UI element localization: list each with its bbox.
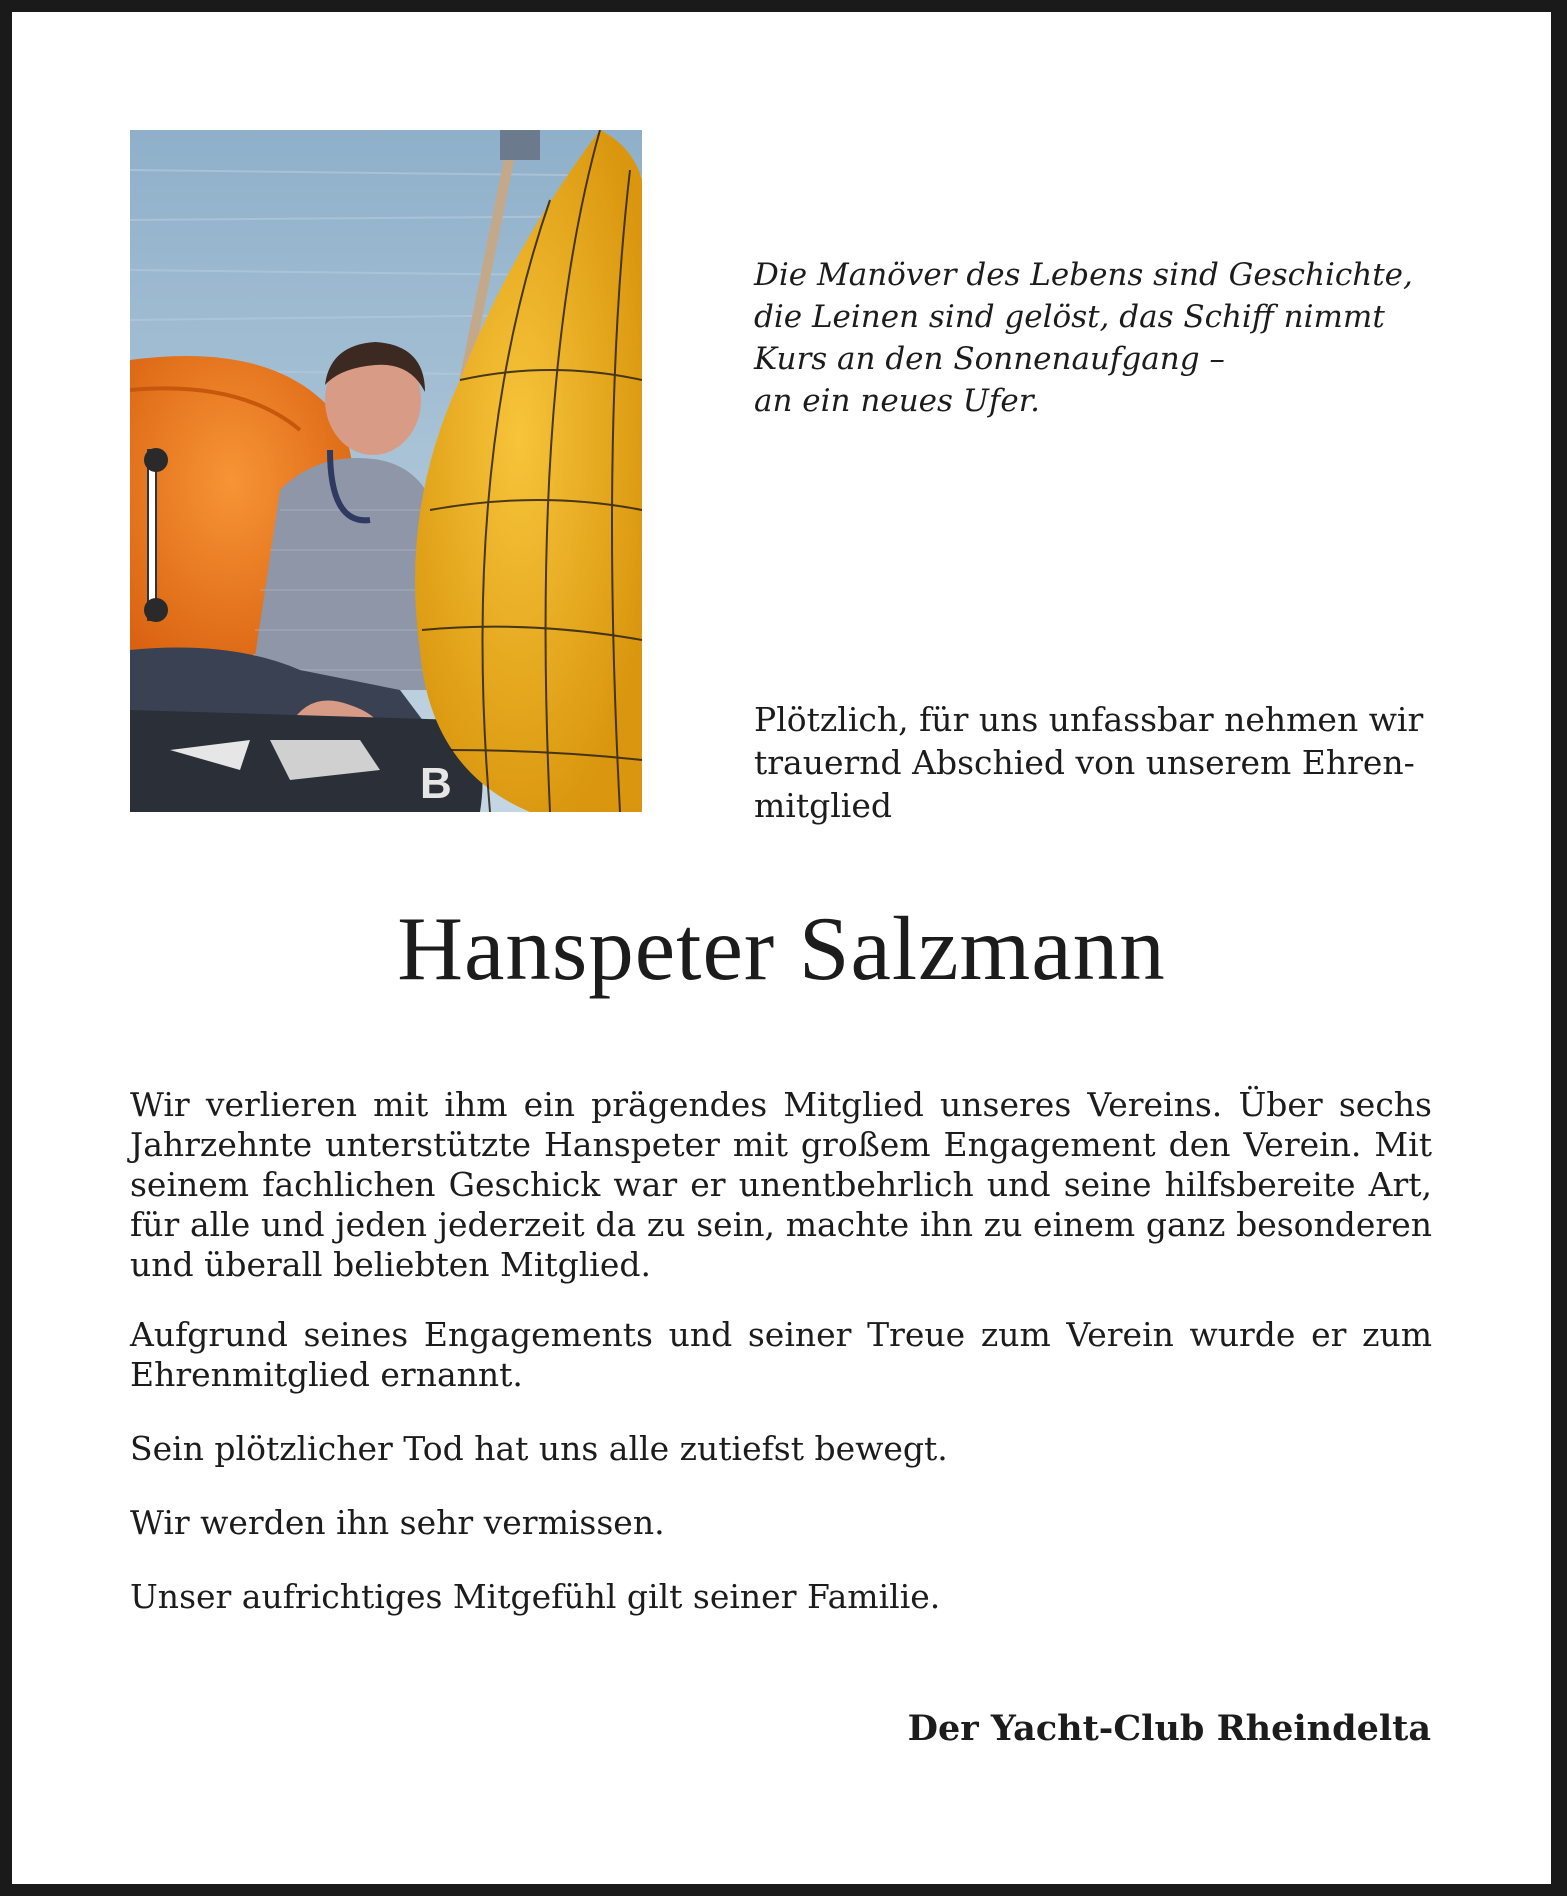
portrait-photo (130, 130, 642, 812)
poem-line: an ein neues Ufer. (754, 383, 1040, 419)
body-paragraph: Sein plötzlicher Tod hat uns alle zutiefst bewegt. (130, 1429, 948, 1468)
intro-line: Plötzlich, für uns unfassbar nehmen wir (754, 700, 1424, 739)
body-paragraph: Aufgrund seines Engagements und seiner Treue zum Verein wurde er zum Ehrenmitglied ernannt. (130, 1315, 1432, 1394)
poem-line: die Leinen sind gelöst, das Schiff nimmt (754, 299, 1385, 335)
poem-line: Kurs an den Sonnenaufgang – (754, 341, 1225, 377)
deceased-name: Hanspeter Salzmann (397, 898, 1166, 999)
body-paragraph: Wir werden ihn sehr vermissen. (130, 1503, 665, 1542)
body-paragraph: Wir verlieren mit ihm ein prägendes Mitglied unseres Vereins. Über sechs Jahrzehnte unterstützte Hanspeter mit großem Engagement den Verein. Mit seinem fachlichen Geschick war er unentbehrlich und seine hilfsbereite Art, für alle und jeden jederzeit da zu sein, machte ihn zu einem ganz besonderen und überall beliebten Mitglied. (130, 1085, 1432, 1284)
photo-illustration (130, 130, 642, 812)
boat-lettering: B (420, 759, 452, 808)
announcement-intro (754, 698, 1474, 827)
obituary-page (10, 10, 1553, 1886)
memorial-poem (754, 254, 1474, 422)
obituary-body (130, 1085, 1432, 1651)
intro-line: trauernd Abschied von unserem Ehren- (754, 743, 1415, 782)
body-paragraph: Unser aufrichtiges Mitgefühl gilt seiner Familie. (130, 1577, 941, 1616)
signature: Der Yacht-Club Rheindelta (907, 1708, 1431, 1749)
intro-line: mitglied (754, 786, 892, 825)
poem-line: Die Manöver des Lebens sind Geschichte, (754, 257, 1413, 293)
